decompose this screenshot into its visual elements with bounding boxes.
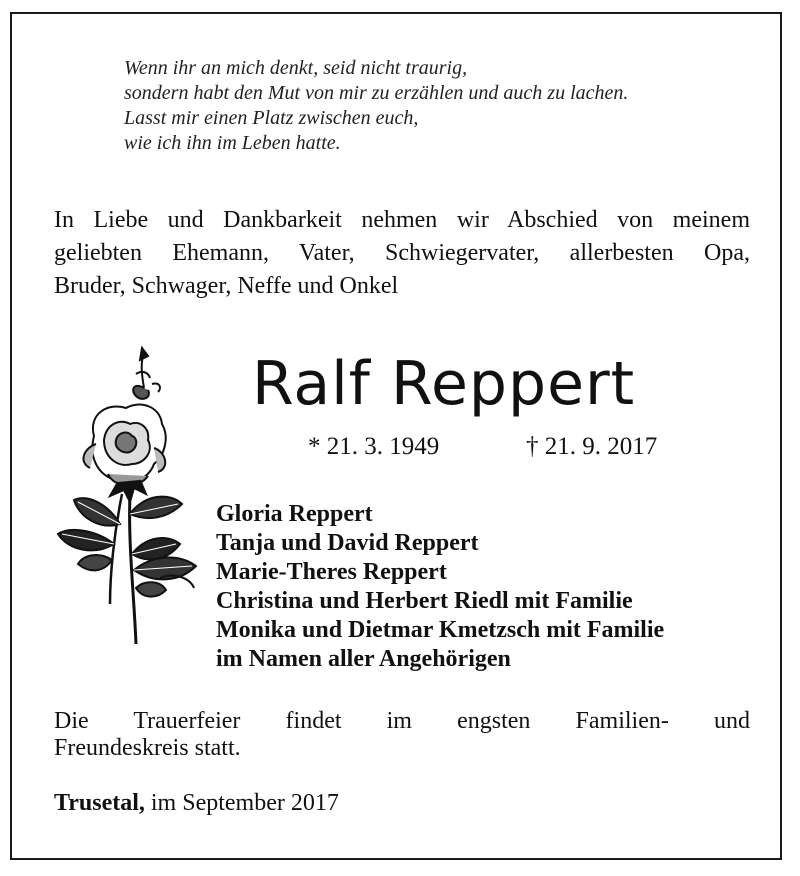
poem [124, 56, 628, 156]
place-town: Trusetal, [54, 790, 145, 816]
rose-icon [44, 344, 214, 664]
service-notice [54, 708, 750, 762]
deceased-name: Ralf Reppert [252, 349, 636, 419]
intro-text [54, 204, 750, 303]
poem-line: Wenn ihr an mich denkt, seid nicht traurig, [124, 57, 468, 79]
place-date-text: im September 2017 [150, 790, 339, 816]
obituary-frame [10, 12, 782, 860]
intro-line: In Liebe und Dankbarkeit nehmen wir Abschied von meinem [54, 207, 750, 233]
poem-line: sondern habt den Mut von mir zu erzählen und auch zu lachen. [124, 82, 629, 104]
death-date: † 21. 9. 2017 [526, 433, 658, 460]
family-member: Marie-Theres Reppert [216, 559, 447, 585]
family-member: Tanja und David Reppert [216, 530, 479, 556]
family-member: Christina und Herbert Riedl mit Familie [216, 588, 633, 614]
intro-line: geliebten Ehemann, Vater, Schwiegervater, allerbesten Opa, [54, 240, 750, 266]
service-line: Freundeskreis statt. [54, 735, 241, 761]
poem-line: Lasst mir einen Platz zwischen euch, [124, 107, 419, 129]
family-list [216, 500, 664, 674]
service-line: Die Trauerfeier findet im engsten Familien- und [54, 708, 750, 734]
birth-date: * 21. 3. 1949 [308, 433, 440, 460]
family-member: im Namen aller Angehörigen [216, 646, 511, 672]
poem-line: wie ich ihn im Leben hatte. [124, 132, 341, 154]
place-date [54, 788, 339, 818]
family-member: Gloria Reppert [216, 501, 373, 527]
intro-line: Bruder, Schwager, Neffe und Onkel [54, 273, 399, 299]
family-member: Monika und Dietmar Kmetzsch mit Familie [216, 617, 665, 643]
